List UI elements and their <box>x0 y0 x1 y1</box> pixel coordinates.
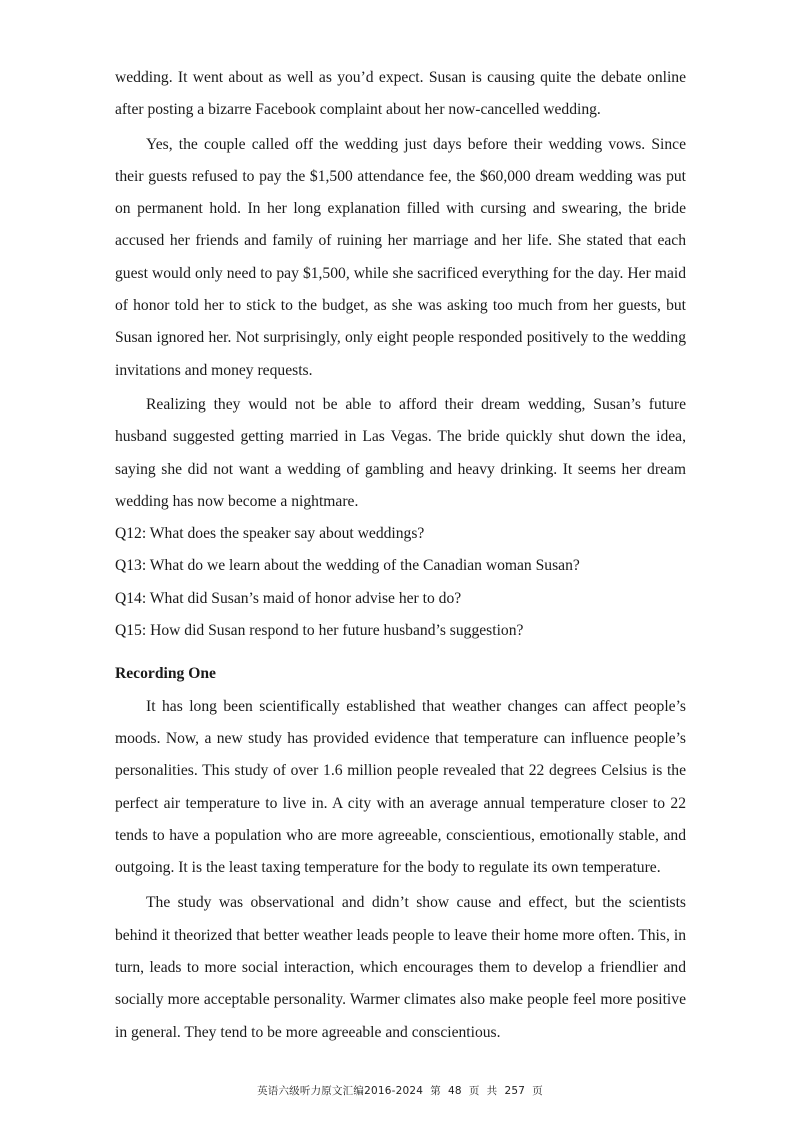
footer-total-label-suffix: 页 <box>532 1085 543 1097</box>
paragraph-study-observational: The study was observational and didn’t show cause and effect, but the scientists behind it theorized that better weather leads people to leave their home more often. This, in turn, leads to more social interaction, which encourages them to develop a friendlier and socially more acceptable personality. Warmer climates also make people feel more positive in general. They tend to be more agreeable and conscientious. <box>115 894 686 1041</box>
question-q13: Q13: What do we learn about the wedding of the Canadian woman Susan? <box>115 557 580 575</box>
paragraph-las-vegas: Realizing they would not be able to afford their dream wedding, Susan’s future husband suggested getting married in Las Vegas. The bride quickly shut down the idea, saying she did not want a wedding of gambling and heavy drinking. It seems her dream wedding has now become a nightmare. <box>115 395 686 510</box>
paragraph-weather-moods: It has long been scientifically established that weather changes can affect people’s moods. Now, a new study has provided evidence that temperature can influence people’s personalities. This study of over 1.6 million people revealed that 22 degrees Celsius is the perfect air temperature to live in. A city with an average annual temperature closer to 22 tends to have a population who are more agreeable, conscientious, emotionally stable, and outgoing. It is the least taxing temperature for the body to regulate its own temperature. <box>115 697 686 877</box>
page-footer <box>0 1083 800 1098</box>
footer-total-pages: 257 <box>504 1085 526 1097</box>
question-q15: Q15: How did Susan respond to her future husband’s suggestion? <box>115 622 524 640</box>
section-heading-recording-one: Recording One <box>115 665 216 683</box>
footer-page-number: 48 <box>448 1085 462 1097</box>
footer-page-label-suffix: 页 <box>468 1085 480 1097</box>
question-q12: Q12: What does the speaker say about weddings? <box>115 525 425 543</box>
paragraph-continued: wedding. It went about as well as you’d expect. Susan is causing quite the debate online after posting a bizarre Facebook complaint about her now-cancelled wedding. <box>115 69 686 119</box>
paragraph-cancelled-wedding: Yes, the couple called off the wedding just days before their wedding vows. Since their guests refused to pay the $1,500 attendance fee, the $60,000 dream wedding was put on permanent hold. In her long explanation filled with cursing and swearing, the bride accused her friends and family of ruining her marriage and her life. She stated that each guest would only need to pay $1,500, while she sacrificed everything for the day. Her maid of honor told her to stick to the budget, as she was asking too much from her guests, but Susan ignored her. Not surprisingly, only eight people responded positively to the wedding invitations and money requests. <box>115 135 686 379</box>
footer-page-label: 第 <box>430 1085 441 1097</box>
footer-title: 英语六级听力原文汇编2016-2024 <box>257 1085 424 1097</box>
question-q14: Q14: What did Susan’s maid of honor advise her to do? <box>115 589 462 607</box>
footer-total-label: 共 <box>486 1085 498 1097</box>
document-page <box>115 62 686 1049</box>
